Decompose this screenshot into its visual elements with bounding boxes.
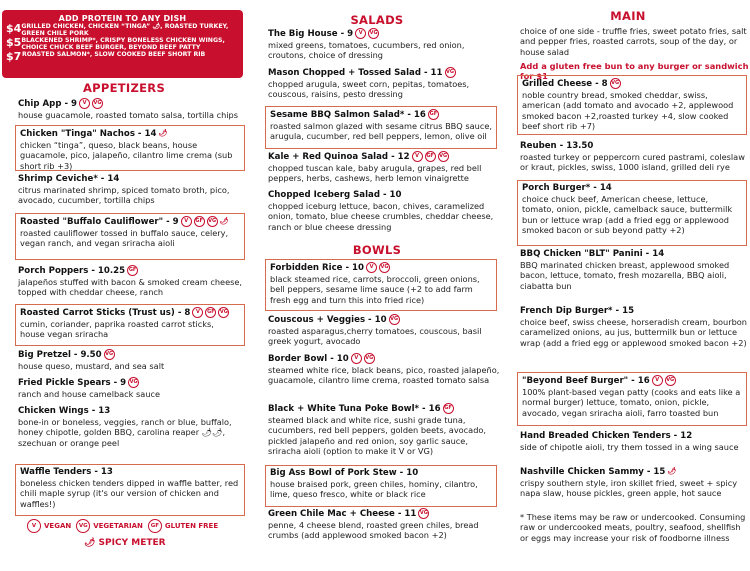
item-name: Forbidden Rice - 10 (270, 263, 364, 273)
menu-item-nashville-chicken (517, 466, 750, 499)
chili-icon: 🌶 (158, 129, 168, 137)
vegan-badge-icon: V (27, 519, 41, 533)
item-name: Nashville Chicken Sammy - 15 (520, 467, 666, 477)
item-name: Mason Chopped + Tossed Salad - 11 (268, 68, 443, 78)
item-description: steamed white rice, black beans, pico, roasted jalapeño, guacamole, cilantro lime crema, roasted tomato salsa (268, 365, 500, 386)
legend-vegan-label: VEGAN (44, 522, 72, 530)
item-description: cumin, coriander, paprika roasted carrot sticks, house vegan sriracha (20, 319, 214, 340)
gluten-free-badge-icon: GF (194, 216, 205, 227)
item-description: chopped tuscan kale, baby arugula, grapes, red bell peppers, herbs, cashews, herb lemon vinaigrette (268, 163, 482, 184)
item-description: house braised pork, green chiles, hominy, cilantro, lime, queso fresco, white or black rice (270, 479, 478, 500)
bowls-heading: BOWLS (352, 243, 402, 257)
vegetarian-badge-icon: VG (207, 216, 218, 227)
vegetarian-badge-icon: VG (104, 349, 115, 360)
item-name: Chicken "Tinga" Nachos - 14 (20, 129, 157, 139)
item-description: chopped arugula, sweet corn, pepitas, tomatoes, couscous, raisins, pesto dressing (268, 79, 470, 100)
vegetarian-badge-icon: VG (665, 375, 676, 386)
add-protein-box (2, 10, 243, 78)
menu-item-big-pretzel (15, 349, 251, 371)
vegan-badge-icon: V (79, 98, 90, 109)
menu-item-big-house (265, 28, 503, 61)
menu-item-waffle-tenders (15, 464, 245, 516)
item-name: Chopped Iceberg Salad - 10 (268, 190, 402, 200)
menu-item-kale-quinoa (265, 151, 503, 184)
item-name: Reuben - 13.50 (520, 141, 594, 151)
item-name: Couscous + Veggies - 10 (268, 315, 387, 325)
appetizers-heading: APPETIZERS (82, 81, 166, 95)
item-name: "Beyond Beef Burger" - 16 (522, 376, 650, 386)
item-name: BBQ Chicken "BLT" Panini - 14 (520, 249, 665, 259)
item-description: roasted asparagus,cherry tomatoes, couscous, basil greek yogurt, avocado (268, 326, 482, 347)
item-description: steamed black and white rice, sushi grade tuna, cucumbers, red bell peppers, golden beets, avocado, pickled jalapeño and red onion, soy garlic sauce, sriracha aioli (option to make it V or VG) (268, 415, 486, 457)
menu-item-grilled-cheese (517, 75, 747, 135)
item-name: Waffle Tenders - 13 (20, 467, 113, 477)
vegan-badge-icon: V (412, 151, 423, 162)
item-description: side of chipotle aioli, try them tossed in a wing sauce (520, 442, 739, 452)
main-heading: MAIN (610, 9, 646, 23)
menu-item-bbq-chicken-blt (517, 249, 750, 291)
menu-item-buffalo-cauliflower (15, 213, 245, 260)
vegan-badge-icon: V (355, 28, 366, 39)
gluten-free-badge-icon: GF (443, 403, 454, 414)
menu-item-fried-pickle-spears (15, 377, 251, 399)
protein-text: ROASTED SALMON*, SLOW COOKED BEEF SHORT RIB (22, 51, 206, 59)
gluten-free-badge-icon: GF (428, 109, 439, 120)
legend-gluten-free-label: GLUTEN FREE (164, 522, 219, 530)
vegetarian-badge-icon: VG (128, 377, 139, 388)
item-name: Chip App - 9 (18, 99, 77, 109)
item-name: Border Bowl - 10 (268, 354, 349, 364)
menu-item-chip-app (15, 98, 251, 120)
vegan-badge-icon: V (181, 216, 192, 227)
item-name: Hand Breaded Chicken Tenders - 12 (520, 431, 693, 441)
protein-price: $5 (6, 36, 22, 50)
item-description: house guacamole, roasted tomato salsa, tortilla chips (18, 110, 238, 120)
item-name: Black + White Tuna Poke Bowl* - 16 (268, 404, 441, 414)
vegetarian-badge-icon: VG (610, 78, 621, 89)
vegetarian-badge-icon: VG (92, 98, 103, 109)
item-name: Sesame BBQ Salmon Salad* - 16 (270, 110, 426, 120)
vegetarian-badge-icon: VG (76, 519, 90, 533)
item-name: Porch Poppers - 10.25 (18, 266, 126, 276)
item-name: French Dip Burger* - 15 (520, 306, 635, 316)
item-name: The Big House - 9 (268, 29, 354, 39)
vegan-badge-icon: V (351, 353, 362, 364)
vegetarian-badge-icon: VG (379, 262, 390, 273)
menu-item-chicken-tenders (517, 431, 750, 452)
footnote-text: * These items may be raw or undercooked. Consuming raw or undercooked meats, poultry, seafood, shellfish or eggs may increase your risk of foodborne illness (520, 512, 746, 543)
item-name: Kale + Red Quinoa Salad - 12 (268, 152, 410, 162)
vegetarian-badge-icon: VG (438, 151, 449, 162)
item-description: 100% plant-based vegan patty (cooks and eats like a normal burger) lettuce, tomato, onion, pickle, avocado, vegan sriracha aioli, farro toasted bun (522, 387, 741, 418)
item-description: roasted turkey or peppercorn cured pastrami, coleslaw or kraut, pickles, swiss, 1000 island, grilled deli rye (520, 152, 745, 173)
item-name: Grilled Cheese - 8 (522, 79, 608, 89)
vegan-badge-icon: V (366, 262, 377, 273)
item-description: BBQ marinated chicken breast, applewood smoked bacon, lettuce, tomato, fresh mozarella, BBQ aioli, ciabatta bun (520, 260, 730, 291)
item-description: choice beef, swiss cheese, horseradish cream, bourbon caramelized onions, au jus, buttermilk bun or lettuce wrap (add a fried egg or applewood smoked bacon +2) (520, 317, 747, 348)
raw-food-disclaimer (517, 512, 750, 543)
menu-item-pork-stew (265, 465, 497, 507)
vegetarian-badge-icon: VG (218, 307, 229, 318)
item-name: Big Ass Bowl of Pork Stew - 10 (270, 468, 419, 478)
menu-item-tuna-poke-bowl (265, 403, 503, 457)
menu-item-couscous-veggies (265, 314, 503, 347)
protein-price: $4 (6, 22, 22, 35)
menu-item-sesame-bbq-salmon (265, 106, 497, 149)
item-description: penne, 4 cheese blend, roasted green chiles, bread crumbs (add applewood smoked bacon +2) (268, 520, 479, 541)
gluten-free-badge-icon: GF (127, 265, 138, 276)
item-name: Big Pretzel - 9.50 (18, 350, 102, 360)
item-description: crispy southern style, iron skillet fried, sweet + spicy napa slaw, house pickles, green apple, hot sauce (520, 478, 738, 499)
vegetarian-badge-icon: VG (389, 314, 400, 325)
dietary-legend (25, 519, 230, 533)
gluten-free-badge-icon: GF (205, 307, 216, 318)
chili-icon: 🌶 (667, 467, 677, 475)
item-name: Green Chile Mac + Cheese - 11 (268, 509, 417, 519)
item-description: roasted cauliflower tossed in buffalo sauce, celery, vegan ranch, and vegan sriracha aioli (20, 228, 229, 249)
item-description: boneless chicken tenders dipped in waffle batter, red chili maple syrup (it's our version of chicken and waffles!) (20, 478, 239, 509)
item-description: bone-in or boneless, veggies, ranch or blue, buffalo, honey chipotle, golden BBQ, carolina reaper 🌶🌶, szechuan or orange peel (18, 417, 232, 448)
main-intro: choice of one side - truffle fries, sweet potato fries, salt and pepper fries, roasted carrots, soup of the day, or house salad (520, 26, 747, 57)
item-description: roasted salmon glazed with sesame citrus BBQ sauce, arugula, cucumber, red bell peppers, lemon, olive oil (270, 121, 492, 142)
menu-item-mason-chopped (265, 67, 503, 100)
menu-item-porch-burger (517, 180, 747, 246)
item-description: jalapeños stuffed with bacon & smoked cream cheese, topped with cheddar cheese, ranch (18, 277, 243, 298)
menu-item-french-dip-burger (517, 306, 750, 348)
menu-item-roasted-carrot-sticks (15, 304, 245, 346)
protein-price: $7 (6, 50, 22, 64)
protein-text: BLACKENED SHRIMP*, CRISPY BONELESS CHICKEN WINGS, CHOICE CHUCK BEEF BURGER, BEYOND BEEF PATTY (21, 37, 225, 51)
item-name: Shrimp Ceviche* - 14 (18, 174, 120, 184)
item-description: citrus marinated shrimp, spiced tomato broth, pico, avocado, cucumber, tortilla chips (18, 185, 230, 206)
menu-item-chicken-wings (15, 406, 251, 448)
main-side-options (517, 26, 750, 57)
vegetarian-badge-icon: VG (368, 28, 379, 39)
menu-item-border-bowl (265, 353, 503, 386)
vegan-badge-icon: V (192, 307, 203, 318)
salads-heading: SALADS (350, 13, 404, 27)
spicy-meter-label: 🌶 SPICY METER (84, 538, 166, 548)
vegetarian-badge-icon: VG (418, 508, 429, 519)
item-description: house queso, mustard, and sea salt (18, 361, 165, 371)
gluten-free-badge-icon: GF (425, 151, 436, 162)
menu-item-reuben (517, 141, 750, 173)
menu-item-chopped-iceberg (265, 190, 503, 232)
menu-item-forbidden-rice (265, 259, 497, 311)
vegan-badge-icon: V (652, 375, 663, 386)
menu-item-shrimp-ceviche (15, 174, 251, 206)
menu-item-tinga-nachos (15, 125, 245, 171)
item-name: Porch Burger* - 14 (522, 183, 612, 193)
menu-item-green-chile-mac (265, 508, 503, 541)
chili-icon: 🌶 (219, 217, 229, 225)
menu-item-porch-poppers (15, 265, 251, 298)
item-description: noble country bread, smoked cheddar, swiss, american (add tomato and avocado +2, applewood smoked bacon +2,roasted turkey +4, slow cooked beef short rib +7) (522, 90, 734, 132)
item-description: mixed greens, tomatoes, cucumbers, red onion, croutons, choice of dressing (268, 40, 465, 61)
protein-row (6, 52, 243, 62)
protein-row (6, 24, 243, 37)
protein-text: GRILLED CHICKEN, CHICKEN “TINGA” 🌶, ROASTED TURKEY, GREEN CHILE PORK (21, 23, 229, 37)
menu-item-beyond-beef-burger (517, 372, 747, 426)
gluten-free-bun-note: Add a gluten free bun to any burger or sandwich for $1 (520, 61, 749, 81)
vegetarian-badge-icon: VG (445, 67, 456, 78)
protein-row (6, 38, 243, 51)
gluten-free-badge-icon: GF (148, 519, 162, 533)
item-description: choice chuck beef, American cheese, lettuce, tomato, onion, pickle, camelback sauce, buttermilk bun or lettuce wrap (add a fried egg or applewood smoked bacon or sub beyond patty +2) (522, 194, 733, 236)
item-description: black steamed rice, carrots, broccoli, green onions, bell peppers, sesame lime sauce (+2 to add farm fresh egg and turn this into fried rice) (270, 274, 480, 305)
item-name: Roasted "Buffalo Cauliflower" - 9 (20, 217, 179, 227)
item-name: Roasted Carrot Sticks (Trust us) - 8 (20, 308, 191, 318)
protein-header: ADD PROTEIN TO ANY DISH (58, 14, 187, 23)
legend-vegetarian-label: VEGETARIAN (93, 522, 143, 530)
item-name: Chicken Wings - 13 (18, 406, 111, 416)
item-description: chopped iceburg lettuce, bacon, chives, caramelized onion, tomato, blue cheese crumbles, cheddar cheese, ranch or blue cheese dressing (268, 201, 494, 232)
item-description: chicken “tinga”, queso, black beans, house guacamole, pico, jalapeño, cilantro lime crema (sub short rib +3) (20, 140, 233, 171)
item-name: Fried Pickle Spears - 9 (18, 378, 127, 388)
vegetarian-badge-icon: VG (364, 353, 375, 364)
item-description: ranch and house camelback sauce (18, 389, 161, 399)
